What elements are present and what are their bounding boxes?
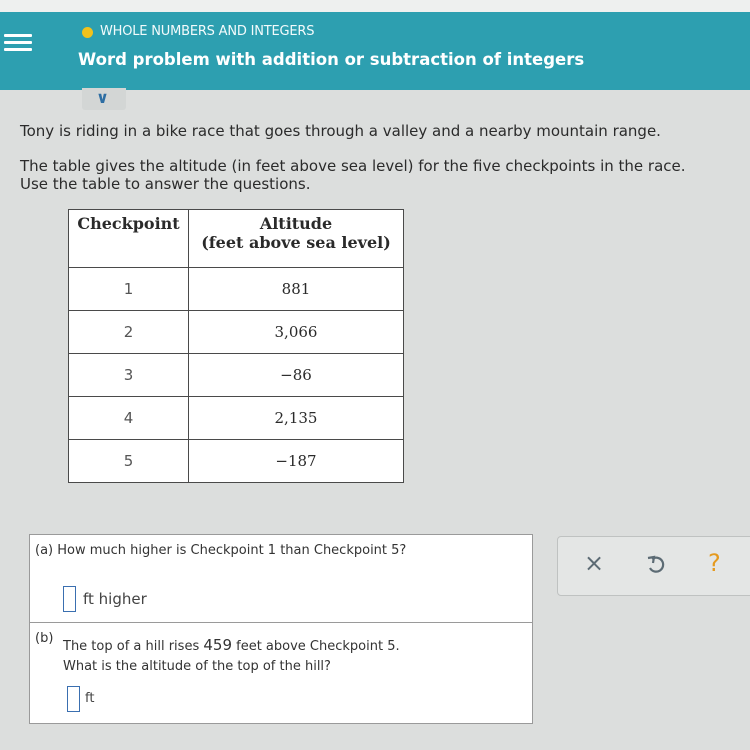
problem-intro: Tony is riding in a bike race that goes through a valley and a nearby mountain range. [20, 122, 661, 140]
topic-category: WHOLE NUMBERS AND INTEGERS [100, 24, 315, 39]
question-a-label: (a) [35, 543, 54, 558]
question-b-text-pre: The top of a hill rises [63, 639, 204, 654]
answer-b-unit: ft [85, 691, 95, 706]
problem-instructions [20, 157, 740, 193]
question-a [35, 543, 406, 558]
altitude-cell: 2,135 [189, 397, 404, 440]
undo-button[interactable] [646, 554, 666, 576]
clear-button[interactable]: × [584, 549, 605, 577]
question-b-number: 459 [203, 636, 232, 654]
checkpoint-cell: 2 [69, 311, 189, 354]
col-header-altitude [189, 210, 404, 268]
help-button[interactable]: ? [708, 549, 721, 577]
col-header-checkpoint: Checkpoint [69, 210, 189, 268]
expand-tab[interactable] [82, 88, 126, 110]
table-row [69, 268, 404, 311]
question-b-line2: What is the altitude of the top of the hill? [63, 659, 331, 674]
menu-icon[interactable] [4, 30, 32, 56]
undo-icon [646, 554, 666, 576]
checkpoint-cell: 5 [69, 440, 189, 483]
answer-b-input[interactable] [67, 686, 80, 712]
checkpoint-cell: 3 [69, 354, 189, 397]
table-row [69, 311, 404, 354]
chevron-down-icon: ∨ [96, 88, 109, 107]
col-header-altitude-line2: (feet above sea level) [201, 233, 391, 252]
altitude-cell: −187 [189, 440, 404, 483]
altitude-cell: 3,066 [189, 311, 404, 354]
answer-tools [557, 536, 750, 596]
instructions-line-1: The table gives the altitude (in feet above sea level) for the five checkpoints in the race. [20, 157, 686, 175]
altitude-cell: −86 [189, 354, 404, 397]
question-b-text-post: feet above Checkpoint 5. [232, 639, 400, 654]
instructions-line-2: Use the table to answer the questions. [20, 175, 311, 193]
checkpoint-cell: 1 [69, 268, 189, 311]
altitude-cell: 881 [189, 268, 404, 311]
question-b-line1 [63, 636, 400, 654]
top-strip [0, 0, 750, 12]
table-row [69, 354, 404, 397]
question-a-text: How much higher is Checkpoint 1 than Checkpoint 5? [57, 543, 407, 558]
checkpoint-cell: 4 [69, 397, 189, 440]
header-bar [0, 12, 750, 90]
answer-a-input[interactable] [63, 586, 76, 612]
page-title: Word problem with addition or subtraction of integers [78, 50, 585, 69]
question-b-label: (b) [35, 631, 54, 646]
altitude-table [68, 209, 404, 483]
col-header-altitude-line1: Altitude [259, 214, 333, 233]
table-row [69, 440, 404, 483]
answer-a-unit: ft higher [83, 590, 147, 608]
category-dot-icon [82, 27, 93, 38]
table-row [69, 397, 404, 440]
questions-panel [29, 534, 533, 724]
question-divider [30, 622, 532, 623]
